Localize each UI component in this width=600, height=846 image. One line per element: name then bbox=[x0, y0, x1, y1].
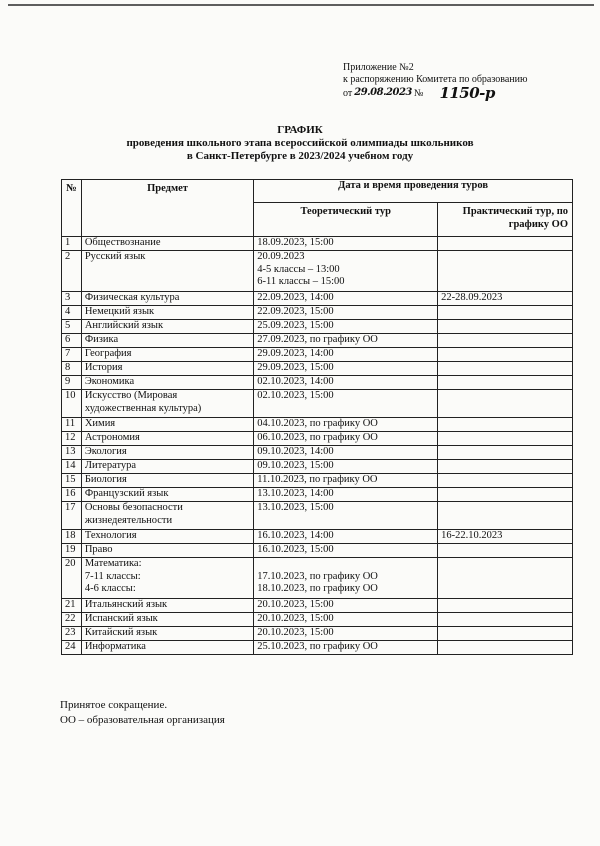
table-row bbox=[62, 376, 573, 390]
table-row bbox=[62, 320, 573, 334]
cell-subject: Информатика bbox=[81, 641, 253, 655]
cell-number: 19 bbox=[62, 544, 82, 558]
cell-practical bbox=[438, 362, 573, 376]
cell-practical bbox=[438, 446, 573, 460]
cell-number: 4 bbox=[62, 306, 82, 320]
cell-subject: Технология bbox=[81, 530, 253, 544]
cell-theory: 16.10.2023, 15:00 bbox=[254, 544, 438, 558]
table-row bbox=[62, 502, 573, 530]
cell-practical bbox=[438, 306, 573, 320]
cell-theory: 22.09.2023, 14:00 bbox=[254, 292, 438, 306]
cell-subject: Обществознание bbox=[81, 237, 253, 251]
cell-number: 13 bbox=[62, 446, 82, 460]
cell-theory: 25.09.2023, 15:00 bbox=[254, 320, 438, 334]
cell-practical bbox=[438, 376, 573, 390]
cell-practical bbox=[438, 460, 573, 474]
number-sign: № bbox=[413, 88, 424, 99]
cell-subject: Основы безопасности жизнедеятельности bbox=[81, 502, 253, 530]
cell-practical bbox=[438, 599, 573, 613]
cell-number: 14 bbox=[62, 460, 82, 474]
header-number: № bbox=[62, 180, 82, 237]
table-row bbox=[62, 334, 573, 348]
cell-number: 10 bbox=[62, 390, 82, 418]
cell-number: 9 bbox=[62, 376, 82, 390]
cell-theory: 17.10.2023, по графику ОО 18.10.2023, по графику ОО bbox=[254, 558, 438, 599]
appendix-line-1: Приложение №2 bbox=[343, 62, 414, 73]
cell-subject: Экономика bbox=[81, 376, 253, 390]
footer-note bbox=[60, 698, 225, 728]
cell-subject: Химия bbox=[81, 418, 253, 432]
appendix-line-2: к распоряжению Комитета по образованию bbox=[343, 74, 528, 85]
cell-practical bbox=[438, 390, 573, 418]
cell-practical bbox=[438, 320, 573, 334]
cell-subject: Английский язык bbox=[81, 320, 253, 334]
table-header-row bbox=[62, 180, 573, 203]
cell-practical bbox=[438, 558, 573, 599]
appendix-date-prefix: от bbox=[343, 88, 353, 99]
cell-theory: 22.09.2023, 15:00 bbox=[254, 306, 438, 320]
table-row bbox=[62, 390, 573, 418]
footer-line-2: ОО – образовательная организация bbox=[60, 714, 225, 726]
cell-number: 6 bbox=[62, 334, 82, 348]
header-dates: Дата и время проведения туров bbox=[254, 180, 573, 203]
table-row bbox=[62, 362, 573, 376]
cell-subject: Математика: 7-11 классы: 4-6 классы: bbox=[81, 558, 253, 599]
cell-subject: Право bbox=[81, 544, 253, 558]
cell-subject: Французский язык bbox=[81, 488, 253, 502]
handwritten-date: 29.08.2023 bbox=[354, 87, 412, 98]
table-row bbox=[62, 530, 573, 544]
table-row bbox=[62, 306, 573, 320]
cell-theory: 16.10.2023, 14:00 bbox=[254, 530, 438, 544]
cell-theory: 11.10.2023, по графику ОО bbox=[254, 474, 438, 488]
appendix-line-3 bbox=[343, 86, 527, 100]
cell-subject: Немецкий язык bbox=[81, 306, 253, 320]
schedule-body bbox=[62, 237, 573, 655]
cell-practical bbox=[438, 251, 573, 292]
cell-number: 16 bbox=[62, 488, 82, 502]
table-row bbox=[62, 418, 573, 432]
cell-number: 17 bbox=[62, 502, 82, 530]
cell-theory: 09.10.2023, 14:00 bbox=[254, 446, 438, 460]
cell-number: 21 bbox=[62, 599, 82, 613]
cell-theory: 09.10.2023, 15:00 bbox=[254, 460, 438, 474]
cell-practical: 22-28.09.2023 bbox=[438, 292, 573, 306]
header-practical: Практический тур, по графику ОО bbox=[438, 203, 573, 237]
title-line-1: ГРАФИК bbox=[277, 124, 323, 136]
table-row bbox=[62, 292, 573, 306]
table-row bbox=[62, 613, 573, 627]
title-line-3: в Санкт-Петербурге в 2023/2024 учебном году bbox=[186, 150, 414, 162]
cell-practical bbox=[438, 502, 573, 530]
cell-theory: 20.10.2023, 15:00 bbox=[254, 613, 438, 627]
cell-subject: Искусство (Мировая художественная культура) bbox=[81, 390, 253, 418]
cell-subject: Астрономия bbox=[81, 432, 253, 446]
cell-number: 24 bbox=[62, 641, 82, 655]
cell-number: 8 bbox=[62, 362, 82, 376]
cell-practical bbox=[438, 613, 573, 627]
cell-theory: 20.10.2023, 15:00 bbox=[254, 627, 438, 641]
cell-number: 3 bbox=[62, 292, 82, 306]
cell-subject: Литература bbox=[81, 460, 253, 474]
cell-theory: 25.10.2023, по графику ОО bbox=[254, 641, 438, 655]
table-row bbox=[62, 599, 573, 613]
table-row bbox=[62, 544, 573, 558]
cell-theory: 18.09.2023, 15:00 bbox=[254, 237, 438, 251]
cell-theory: 29.09.2023, 15:00 bbox=[254, 362, 438, 376]
table-row bbox=[62, 641, 573, 655]
cell-practical bbox=[438, 334, 573, 348]
cell-theory: 06.10.2023, по графику ОО bbox=[254, 432, 438, 446]
cell-theory: 02.10.2023, 14:00 bbox=[254, 376, 438, 390]
cell-number: 22 bbox=[62, 613, 82, 627]
cell-number: 20 bbox=[62, 558, 82, 599]
table-row bbox=[62, 446, 573, 460]
title-line-2: проведения школьного этапа всероссийской олимпиады школьников bbox=[126, 137, 474, 149]
cell-number: 2 bbox=[62, 251, 82, 292]
table-row bbox=[62, 460, 573, 474]
table-row bbox=[62, 348, 573, 362]
header-subject: Предмет bbox=[81, 180, 253, 237]
cell-number: 1 bbox=[62, 237, 82, 251]
table-row bbox=[62, 432, 573, 446]
table-row bbox=[62, 474, 573, 488]
scan-top-border bbox=[8, 4, 594, 6]
cell-theory: 02.10.2023, 15:00 bbox=[254, 390, 438, 418]
cell-subject: География bbox=[81, 348, 253, 362]
cell-theory: 20.10.2023, 15:00 bbox=[254, 599, 438, 613]
cell-practical bbox=[438, 418, 573, 432]
cell-number: 18 bbox=[62, 530, 82, 544]
table-row bbox=[62, 627, 573, 641]
cell-subject: Итальянский язык bbox=[81, 599, 253, 613]
schedule-table bbox=[61, 179, 573, 655]
cell-practical: 16-22.10.2023 bbox=[438, 530, 573, 544]
cell-number: 7 bbox=[62, 348, 82, 362]
appendix-header bbox=[343, 62, 527, 100]
cell-theory: 13.10.2023, 15:00 bbox=[254, 502, 438, 530]
cell-practical bbox=[438, 474, 573, 488]
cell-theory: 13.10.2023, 14:00 bbox=[254, 488, 438, 502]
cell-theory: 04.10.2023, по графику ОО bbox=[254, 418, 438, 432]
cell-practical bbox=[438, 627, 573, 641]
cell-theory: 29.09.2023, 14:00 bbox=[254, 348, 438, 362]
cell-subject: Испанский язык bbox=[81, 613, 253, 627]
header-theory: Теоретический тур bbox=[254, 203, 438, 237]
cell-number: 23 bbox=[62, 627, 82, 641]
document-title bbox=[0, 124, 600, 163]
cell-practical bbox=[438, 348, 573, 362]
cell-practical bbox=[438, 488, 573, 502]
cell-subject: Физика bbox=[81, 334, 253, 348]
cell-number: 11 bbox=[62, 418, 82, 432]
cell-subject: Китайский язык bbox=[81, 627, 253, 641]
cell-theory: 27.09.2023, по графику ОО bbox=[254, 334, 438, 348]
cell-subject: Биология bbox=[81, 474, 253, 488]
cell-subject: Экология bbox=[81, 446, 253, 460]
table-row bbox=[62, 558, 573, 599]
cell-practical bbox=[438, 544, 573, 558]
cell-practical bbox=[438, 237, 573, 251]
cell-subject: История bbox=[81, 362, 253, 376]
table-row bbox=[62, 488, 573, 502]
table-row bbox=[62, 251, 573, 292]
cell-number: 15 bbox=[62, 474, 82, 488]
footer-line-1: Принятое сокращение. bbox=[60, 699, 168, 711]
cell-practical bbox=[438, 432, 573, 446]
cell-number: 12 bbox=[62, 432, 82, 446]
cell-subject: Физическая культура bbox=[81, 292, 253, 306]
cell-theory: 20.09.2023 4-5 классы – 13:00 6-11 классы – 15:00 bbox=[254, 251, 438, 292]
table-row bbox=[62, 237, 573, 251]
cell-subject: Русский язык bbox=[81, 251, 253, 292]
handwritten-number: 1150-р bbox=[439, 84, 495, 102]
cell-practical bbox=[438, 641, 573, 655]
cell-number: 5 bbox=[62, 320, 82, 334]
